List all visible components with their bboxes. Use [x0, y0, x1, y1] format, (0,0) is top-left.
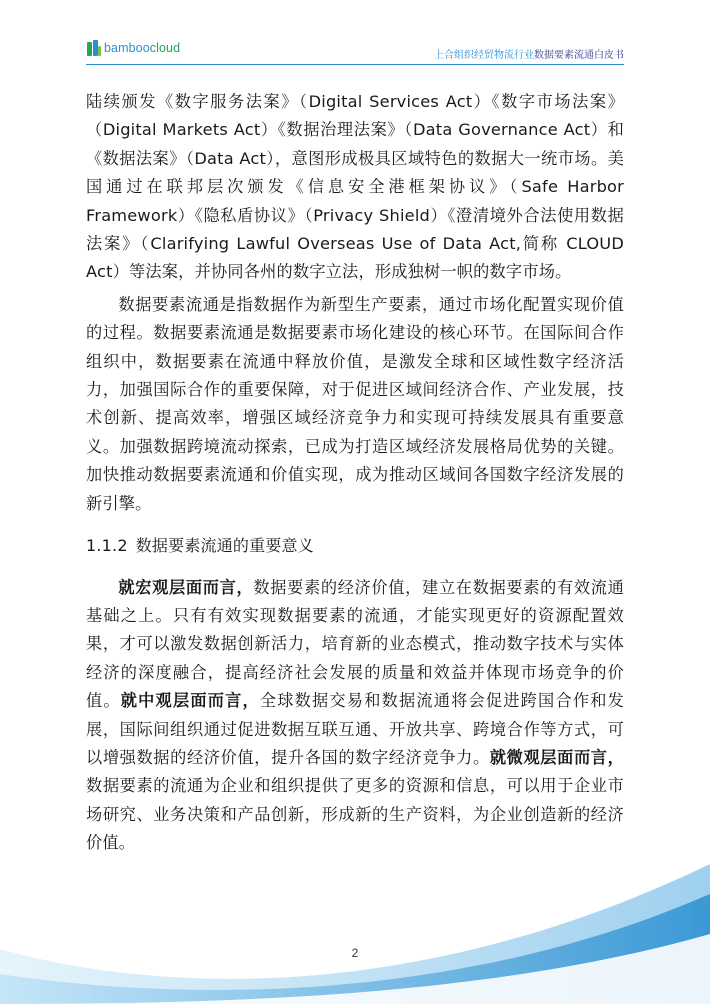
paragraph-data-circulation-definition: 数据要素流通是指数据作为新型生产要素，通过市场化配置实现价值的过程。数据要素流通是数据要素市场化建设的核心环节。在国际间合作组织中，数据要素在流通中释放价值，是激发全球和区域性数字经济活力，加强国际合作的重要保障，对于促进区域间经济合作、产业发展，技术创新、提高效率，增强区域经济竞争力和实现可持续发展具有重要意义。加强数据跨境流动探索，已成为打造区域经济发展格局优势的关键。加快推动数据要素流通和价值实现，成为推动区域间各国数字经济发展的新引擎。 — [86, 294, 624, 513]
section-title: 数据要素流通的重要意义 — [135, 536, 314, 556]
meso-level-text: 全球数据交易和数据流通将会促进跨国合作和发展，国际间组织通过促进数据互联互通、开放共享、跨境合作等方式，可以增强数据的经济价值，提升各国的数字经济竞争力。 — [86, 691, 624, 767]
macro-level-lead: 就宏观层面而言， — [118, 577, 254, 597]
logo-suffix: cloud — [149, 41, 181, 55]
page-header — [86, 36, 624, 66]
page-body — [86, 88, 624, 858]
document-title — [434, 46, 624, 61]
micro-level-lead: 就微观层面而言， — [489, 747, 624, 767]
document-title-rest: 数据要素流通白皮书 — [534, 50, 624, 61]
meso-level-lead: 就中观层面而言， — [120, 691, 260, 711]
macro-level-text: 数据要素的经济价值，建立在数据要素的有效流通基础之上。只有有效实现数据要素的流通，才能实现更好的资源配置效果，才可以激发数据创新活力，培育新的业态模式，推动数字技术与实体经济的深度融合，提高经济社会发展的质量和效益并体现市场竞争的价值。 — [86, 577, 624, 711]
page-number: 2 — [351, 946, 359, 960]
paragraph-eu-us-laws: 陆续颁发《数字服务法案》（Digital Services Act）《数字市场法案》（Digital Markets Act）《数据治理法案》（Data Governance Act）和《数据法案》（Data Act），意图形成极具区域特色的数据大一统市场。美国通过在联邦层次颁发《信息安全港框架协议》（Safe Harbor Framework）《隐私盾协议》（Privacy Shield）《澄清境外合法使用数据法案》（Clarifying Lawful Overseas Use of Data Act,简称 CLOUD Act）等法案，并协同各州的数字立法，形成独树一帜的数字市场。 — [86, 92, 624, 282]
section-heading — [86, 532, 624, 560]
paragraph-significance — [86, 574, 624, 858]
document-title-highlight: 上合组织经贸物流行业 — [434, 50, 534, 61]
micro-level-text: 数据要素的流通为企业和组织提供了更多的资源和信息，可以用于企业市场研究、业务决策和产品创新，形成新的生产资料，为企业创造新的经济价值。 — [86, 776, 624, 853]
section-number: 1.1.2 — [86, 536, 128, 556]
footer-wave-decoration — [0, 854, 710, 1004]
bamboo-logo-icon — [86, 39, 102, 57]
bamboocloud-logo — [86, 39, 180, 57]
header-divider — [86, 64, 624, 65]
logo-prefix: bamboo — [104, 41, 150, 55]
